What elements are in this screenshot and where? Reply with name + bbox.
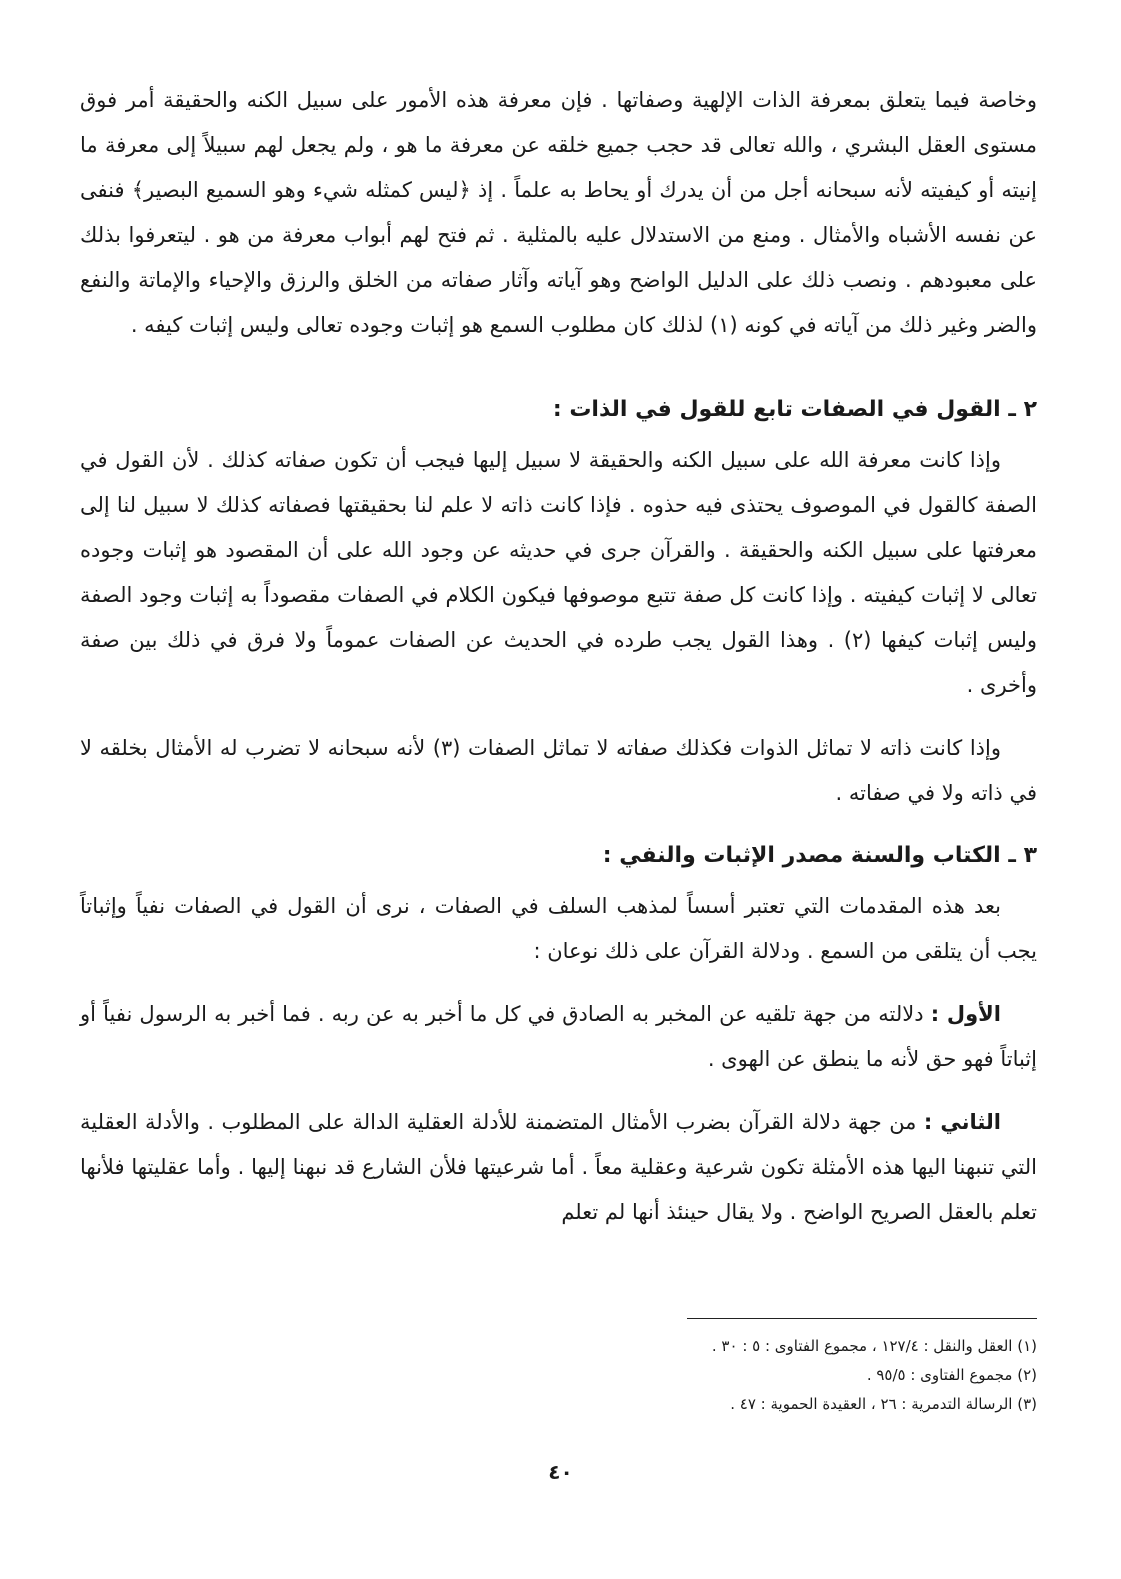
second-type-paragraph [80, 1100, 1037, 1235]
footnote-1: (١) العقل والنقل : ١٢٧/٤ ، مجموع الفتاوى : ٥ : ٣٠ . [711, 1337, 1037, 1355]
footnote-divider [687, 1318, 1037, 1319]
footnote-3: (٣) الرسالة التدمرية : ٢٦ ، العقيدة الحموية : ٤٧ . [730, 1395, 1037, 1413]
page-body [80, 78, 1037, 1253]
footnote-2: (٢) مجموع الفتاوى : ٩٥/٥ . [866, 1366, 1037, 1384]
footnotes [80, 1332, 1037, 1419]
intro-paragraph: وخاصة فيما يتعلق بمعرفة الذات الإلهية وصفاتها . فإن معرفة هذه الأمور على سبيل الكنه والحقيقة أمر فوق مستوى العقل البشري ، والله تعالى قد حجب جميع خلقه عن معرفة ما هو ، ولم يجعل لهم سبيلاً إلى معرفة ما إنيته أو كيفيته لأنه سبحانه أجل من أن يدرك أو يحاط به علماً . إذ ﴿ليس كمثله شيء وهو السميع البصير﴾ فنفى عن نفسه الأشباه والأمثال . ومنع من الاستدلال عليه بالمثلية . ثم فتح لهم أبواب معرفة من هو . ليتعرفوا بذلك على معبودهم . ونصب ذلك على الدليل الواضح وهو آياته وآثار صفاته من الخلق والرزق والإحياء والإماتة والنفع والضر وغير ذلك من آياته في كونه (١) لذلك كان مطلوب السمع هو إثبات وجوده تعالى وليس إثبات كيفه . [80, 88, 1037, 337]
second-type-text: من جهة دلالة القرآن بضرب الأمثال المتضمنة للأدلة العقلية الدالة على المطلوب . والأدلة العقلية التي تنبهنا اليها هذه الأمثلة تكون شرعية وعقلية معاً . أما شرعيتها فلأن الشارع قد نبهنا إليها . وأما عقليتها فلأنها تعلم بالعقل الصريح الواضح . ولا يقال حينئذ أنها لم تعلم [80, 1110, 1037, 1224]
section-2-paragraph-1: وإذا كانت معرفة الله على سبيل الكنه والحقيقة لا سبيل إليها فيجب أن تكون صفاته كذلك . لأن القول في الصفة كالقول في الموصوف يحتذى فيه حذوه . فإذا كانت ذاته لا علم لنا بحقيقتها فصفاته كذلك لا سبيل لنا إلى معرفتها على سبيل الكنه والحقيقة . والقرآن جرى في حديثه عن وجود الله على أن المقصود هو إثبات وجوده تعالى لا إثبات كيفيته . وإذا كانت كل صفة تتبع موصوفها فيكون الكلام في الصفات مقصوداً به إثبات وجود الصفة وليس إثبات كيفها (٢) . وهذا القول يجب طرده في الحديث عن الصفات عموماً ولا فرق في ذلك بين صفة وأخرى . [80, 448, 1038, 697]
section-3-paragraph-1: بعد هذه المقدمات التي تعتبر أسساً لمذهب السلف في الصفات ، نرى أن القول في الصفات نفياً وإثباتاً يجب أن يتلقى من السمع . ودلالة القرآن على ذلك نوعان : [80, 894, 1037, 963]
second-type-lead: الثاني : [923, 1110, 1001, 1134]
page-number: ٤٠ [548, 1460, 573, 1484]
section-2-paragraph-2: وإذا كانت ذاته لا تماثل الذوات فكذلك صفاته لا تماثل الصفات (٣) لأنه سبحانه لا تضرب له الأمثال بخلقه لا في ذاته ولا في صفاته . [80, 736, 1037, 805]
first-type-text: دلالته من جهة تلقيه عن المخبر به الصادق في كل ما أخبر به عن ربه . فما أخبر به الرسول نفياً أو إثباتاً فهو حق لأنه ما ينطق عن الهوى . [80, 1002, 1037, 1071]
first-type-lead: الأول : [930, 1002, 1001, 1026]
section-3-heading: ٣ ـ الكتاب والسنة مصدر الإثبات والنفي : [602, 843, 1037, 868]
section-2-heading: ٢ ـ القول في الصفات تابع للقول في الذات : [552, 397, 1037, 422]
first-type-paragraph [80, 992, 1037, 1082]
